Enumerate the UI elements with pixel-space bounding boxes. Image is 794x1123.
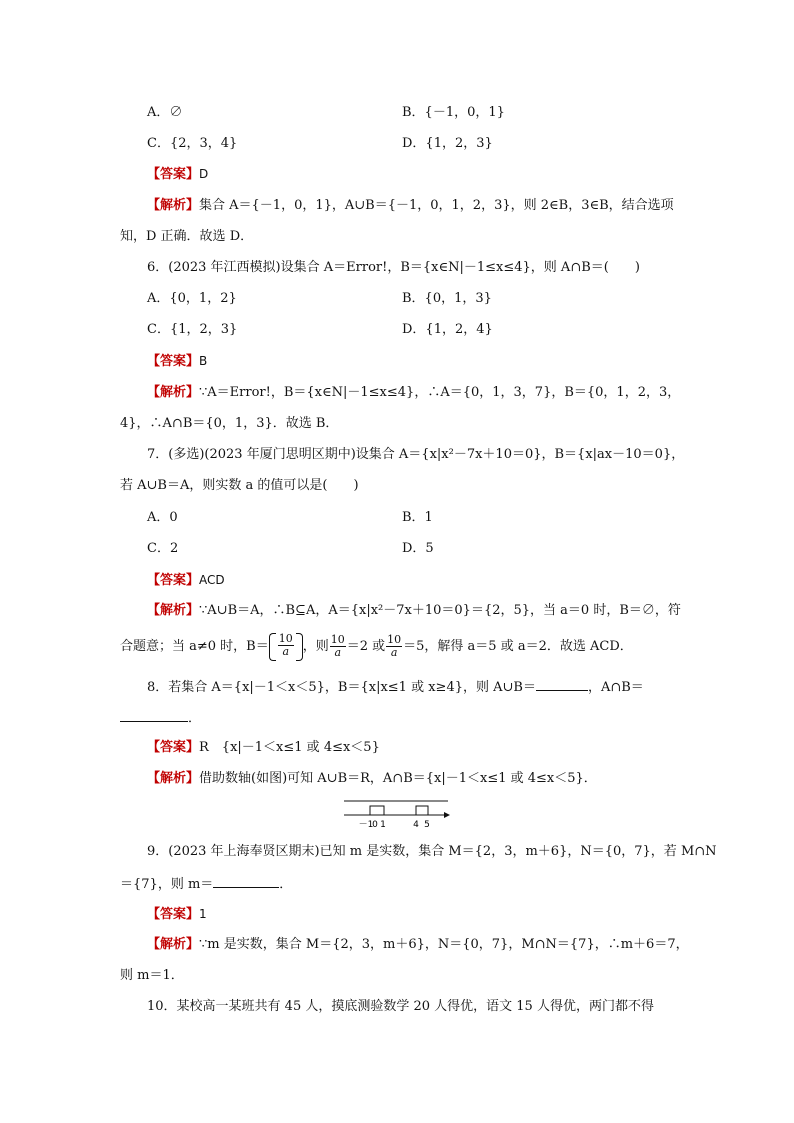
stem-text: ． — [188, 711, 202, 726]
q9-analysis-line2: 则 m＝1． — [120, 968, 184, 983]
answer-value: D — [199, 167, 209, 181]
q5-option-c: C．{2，3，4} — [147, 136, 238, 151]
answer-tag: 【答案】 — [147, 907, 200, 922]
fraction: $\frac{10}{a}$ — [387, 633, 402, 659]
tick-label: 5 — [424, 820, 430, 830]
q5-option-b: B．{－1，0，1} — [402, 105, 505, 120]
q7-option-a: A．0 — [147, 510, 178, 525]
q5-analysis-line1 — [147, 196, 674, 216]
q7-stem-line2: 若 A∪B＝A，则实数 a 的值可以是( ) — [120, 478, 359, 493]
analysis-text: ＝5，解得 a＝5 或 a＝2．故选 ACD． — [403, 639, 633, 654]
q7-stem-line1: 7．(多选)(2023 年厦门思明区期中)设集合 A＝{x|x²－7x＋10＝0}，B＝{x|ax－10＝0}， — [147, 447, 685, 462]
q5-option-a: A．∅ — [147, 105, 183, 120]
stem-text: ＝{7}，则 m＝ — [120, 877, 214, 892]
q7-option-d: D．5 — [402, 541, 434, 556]
tick-label: 0 — [372, 820, 378, 830]
q6-analysis-line1 — [147, 383, 680, 403]
q7-analysis-line1 — [147, 601, 681, 621]
analysis-tag: 【解析】 — [147, 603, 200, 618]
q8-stem-line2 — [120, 707, 201, 729]
answer-value: ACD — [199, 573, 225, 587]
q8-stem-line1 — [147, 676, 644, 698]
interval-a-bracket — [370, 806, 384, 815]
answer-tag: 【答案】 — [147, 167, 200, 182]
analysis-text: ∵m 是实数，集合 M＝{2，3，m＋6}，N＝{0，7}，M∩N＝{7}，∴m＋6＝7， — [199, 937, 689, 952]
q6-option-b: B．{0，1，3} — [402, 291, 492, 306]
stem-text: ，A∩B＝ — [587, 680, 644, 695]
stem-text: 8．若集合 A＝{x|－1＜x＜5}，B＝{x|x≤1 或 x≥4}，则 A∪B＝ — [147, 680, 536, 695]
analysis-text: ＝2 或 — [346, 639, 386, 654]
q5-option-d: D．{1，2，3} — [402, 136, 493, 151]
tick-label: 1 — [380, 820, 386, 830]
answer-blank[interactable] — [120, 707, 188, 722]
number-line-figure — [340, 796, 452, 830]
q8-analysis — [147, 769, 597, 789]
analysis-text: 集合 A＝{－1，0，1}，A∪B＝{－1，0，1，2，3}，则 2∈B，3∈B，结合选项 — [199, 198, 674, 213]
q9-answer — [147, 904, 207, 925]
analysis-text: ∵A＝Error!，B＝{x∈N|－1≤x≤4}，∴A＝{0，1，3，7}，B＝{0，1，2，3， — [199, 385, 681, 400]
stem-text: ． — [279, 877, 293, 892]
q5-answer — [147, 164, 208, 185]
q9-stem-line2 — [120, 873, 292, 895]
analysis-tag: 【解析】 — [147, 937, 200, 952]
axis-arrow — [444, 812, 450, 818]
q10-stem-line1: 10．某校高一某班共有 45 人，摸底测验数学 20 人得优，语文 15 人得优，两门都不得 — [147, 999, 654, 1014]
q7-analysis-line2 — [120, 630, 633, 664]
q6-stem: 6．(2023 年江西模拟)设集合 A＝Error!，B＝{x∈N|－1≤x≤4}，则 A∩B＝( ) — [147, 260, 640, 275]
answer-blank[interactable] — [213, 873, 279, 888]
q6-option-d: D．{1，2，4} — [402, 322, 493, 337]
q7-option-c: C．2 — [147, 541, 179, 556]
answer-blank[interactable] — [536, 676, 588, 691]
q8-answer — [147, 738, 380, 758]
answer-tag: 【答案】 — [147, 354, 200, 369]
interval-b-bracket — [416, 806, 428, 815]
analysis-text: ，则 — [302, 639, 329, 654]
q9-analysis-line1 — [147, 935, 689, 955]
q6-analysis-line2: 4}，∴A∩B＝{0，1，3}．故选 B． — [120, 416, 339, 431]
tick-label: －1 — [358, 820, 374, 830]
analysis-text: 借助数轴(如图)可知 A∪B＝R，A∩B＝{x|－1＜x≤1 或 4≤x＜5}． — [199, 771, 597, 786]
tick-label: 4 — [413, 820, 419, 830]
answer-value: 1 — [199, 907, 207, 921]
q6-option-a: A．{0，1，2} — [147, 291, 237, 306]
q6-option-c: C．{1，2，3} — [147, 322, 238, 337]
q9-stem-line1: 9．(2023 年上海奉贤区期末)已知 m 是实数，集合 M＝{2，3，m＋6}，N＝{0，7}，若 M∩N — [147, 844, 717, 859]
answer-value: B — [199, 354, 208, 368]
fraction: $\frac{10}{a}$ — [330, 633, 345, 659]
answer-value: R {x|－1＜x≤1 或 4≤x＜5} — [199, 740, 380, 755]
q5-analysis-line2: 知，D 正确．故选 D． — [120, 229, 254, 244]
q7-option-b: B．1 — [402, 510, 433, 525]
fraction: $\frac{10}{a}$ — [278, 631, 293, 658]
q6-answer — [147, 351, 207, 372]
analysis-text: 合题意；当 a≠0 时，B＝ — [120, 639, 269, 654]
q7-answer — [147, 570, 225, 591]
answer-tag: 【答案】 — [147, 573, 200, 588]
analysis-tag: 【解析】 — [147, 385, 200, 400]
set-brace — [269, 633, 303, 661]
answer-tag: 【答案】 — [147, 740, 200, 755]
analysis-tag: 【解析】 — [147, 198, 200, 213]
analysis-text: ∵A∪B＝A，∴B⊆A，A＝{x|x²－7x＋10＝0}＝{2，5}，当 a＝0 时，B＝∅，符 — [199, 603, 681, 618]
analysis-tag: 【解析】 — [147, 771, 200, 786]
